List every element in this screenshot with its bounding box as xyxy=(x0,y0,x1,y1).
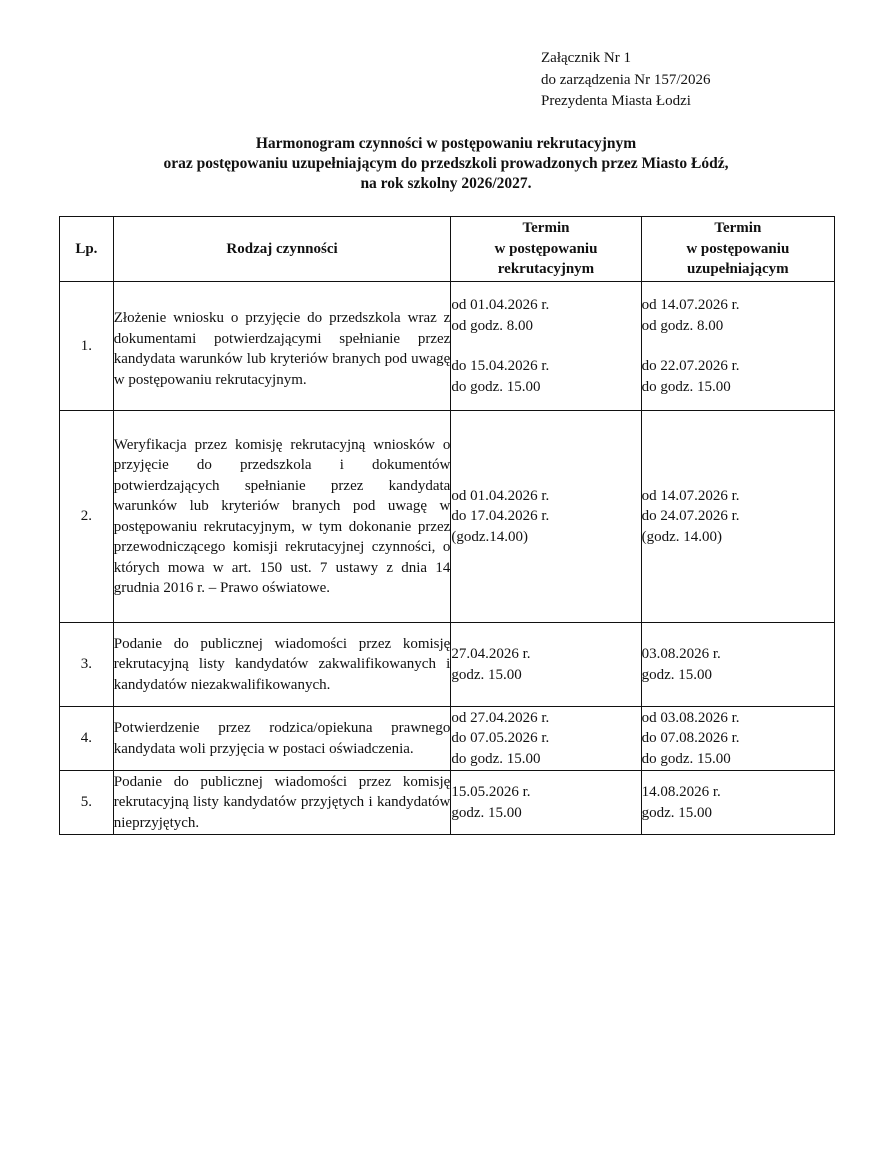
header-activity: Rodzaj czynności xyxy=(113,217,451,282)
row-activity: Potwierdzenie przez rodzica/opiekuna prawnego kandydata woli przyjęcia w postaci oświadczenia. xyxy=(113,707,451,771)
document-title xyxy=(58,134,834,194)
title-line-1: Harmonogram czynności w postępowaniu rekrutacyjnym xyxy=(255,135,637,152)
annex-issuer: Prezydenta Miasta Łodzi xyxy=(541,93,691,109)
row-number: 1. xyxy=(60,282,114,411)
header-term-supplementary: Termin w postępowaniu uzupełniającym xyxy=(641,217,834,282)
row-activity: Weryfikacja przez komisję rekrutacyjną wniosków o przyjęcie do przedszkola i dokumentów potwierdzających spełnianie przez kandydata warunków lub kryteriów branych pod uwagę w postępowaniu rekrutacyjnym, w tym dokonanie przez przewodniczącego komisji rekrutacyjnej czynności, o których mowa w art. 150 ust. 7 ustawy z dnia 14 grudnia 2016 r. – Prawo oświatowe. xyxy=(113,411,451,623)
row-term-recruitment: 27.04.2026 r. godz. 15.00 xyxy=(451,623,641,707)
table-row xyxy=(60,411,835,623)
annex-header xyxy=(541,48,711,113)
row-term-recruitment: od 01.04.2026 r. od godz. 8.00 do 15.04.2026 r. do godz. 15.00 xyxy=(451,282,641,411)
schedule-table xyxy=(59,216,835,835)
title-line-2: oraz postępowaniu uzupełniającym do przedszkoli prowadzonych przez Miasto Łódź, xyxy=(163,155,729,172)
title-line-3: na rok szkolny 2026/2027. xyxy=(360,175,532,192)
row-activity: Złożenie wniosku o przyjęcie do przedszkola wraz z dokumentami potwierdzającymi spełnianie przez kandydata warunków lub kryteriów branych pod uwagę w postępowaniu rekrutacyjnym. xyxy=(113,282,451,411)
row-number: 2. xyxy=(60,411,114,623)
table-row xyxy=(60,282,835,411)
row-term-supplementary: 14.08.2026 r. godz. 15.00 xyxy=(641,771,834,835)
row-term-recruitment: od 27.04.2026 r. do 07.05.2026 r. do godz. 15.00 xyxy=(451,707,641,771)
table-row xyxy=(60,771,835,835)
table-header-row xyxy=(60,217,835,282)
row-term-recruitment: od 01.04.2026 r. do 17.04.2026 r. (godz.14.00) xyxy=(451,411,641,623)
row-term-supplementary: od 03.08.2026 r. do 07.08.2026 r. do godz. 15.00 xyxy=(641,707,834,771)
annex-number: Załącznik Nr 1 xyxy=(541,50,631,66)
row-activity: Podanie do publicznej wiadomości przez komisję rekrutacyjną listy kandydatów zakwalifikowanych i kandydatów niezakwalifikowanych. xyxy=(113,623,451,707)
row-number: 4. xyxy=(60,707,114,771)
annex-ordinance: do zarządzenia Nr 157/2026 xyxy=(541,71,711,88)
row-number: 5. xyxy=(60,771,114,835)
header-term-recruitment: Termin w postępowaniu rekrutacyjnym xyxy=(451,217,641,282)
row-term-supplementary: od 14.07.2026 r. do 24.07.2026 r. (godz. 14.00) xyxy=(641,411,834,623)
header-lp: Lp. xyxy=(60,217,114,282)
row-term-supplementary: od 14.07.2026 r. od godz. 8.00 do 22.07.2026 r. do godz. 15.00 xyxy=(641,282,834,411)
row-term-supplementary: 03.08.2026 r. godz. 15.00 xyxy=(641,623,834,707)
row-term-recruitment: 15.05.2026 r. godz. 15.00 xyxy=(451,771,641,835)
table-row xyxy=(60,707,835,771)
row-activity: Podanie do publicznej wiadomości przez komisję rekrutacyjną listy kandydatów przyjętych i kandydatów nieprzyjętych. xyxy=(113,771,451,835)
row-number: 3. xyxy=(60,623,114,707)
table-row xyxy=(60,623,835,707)
